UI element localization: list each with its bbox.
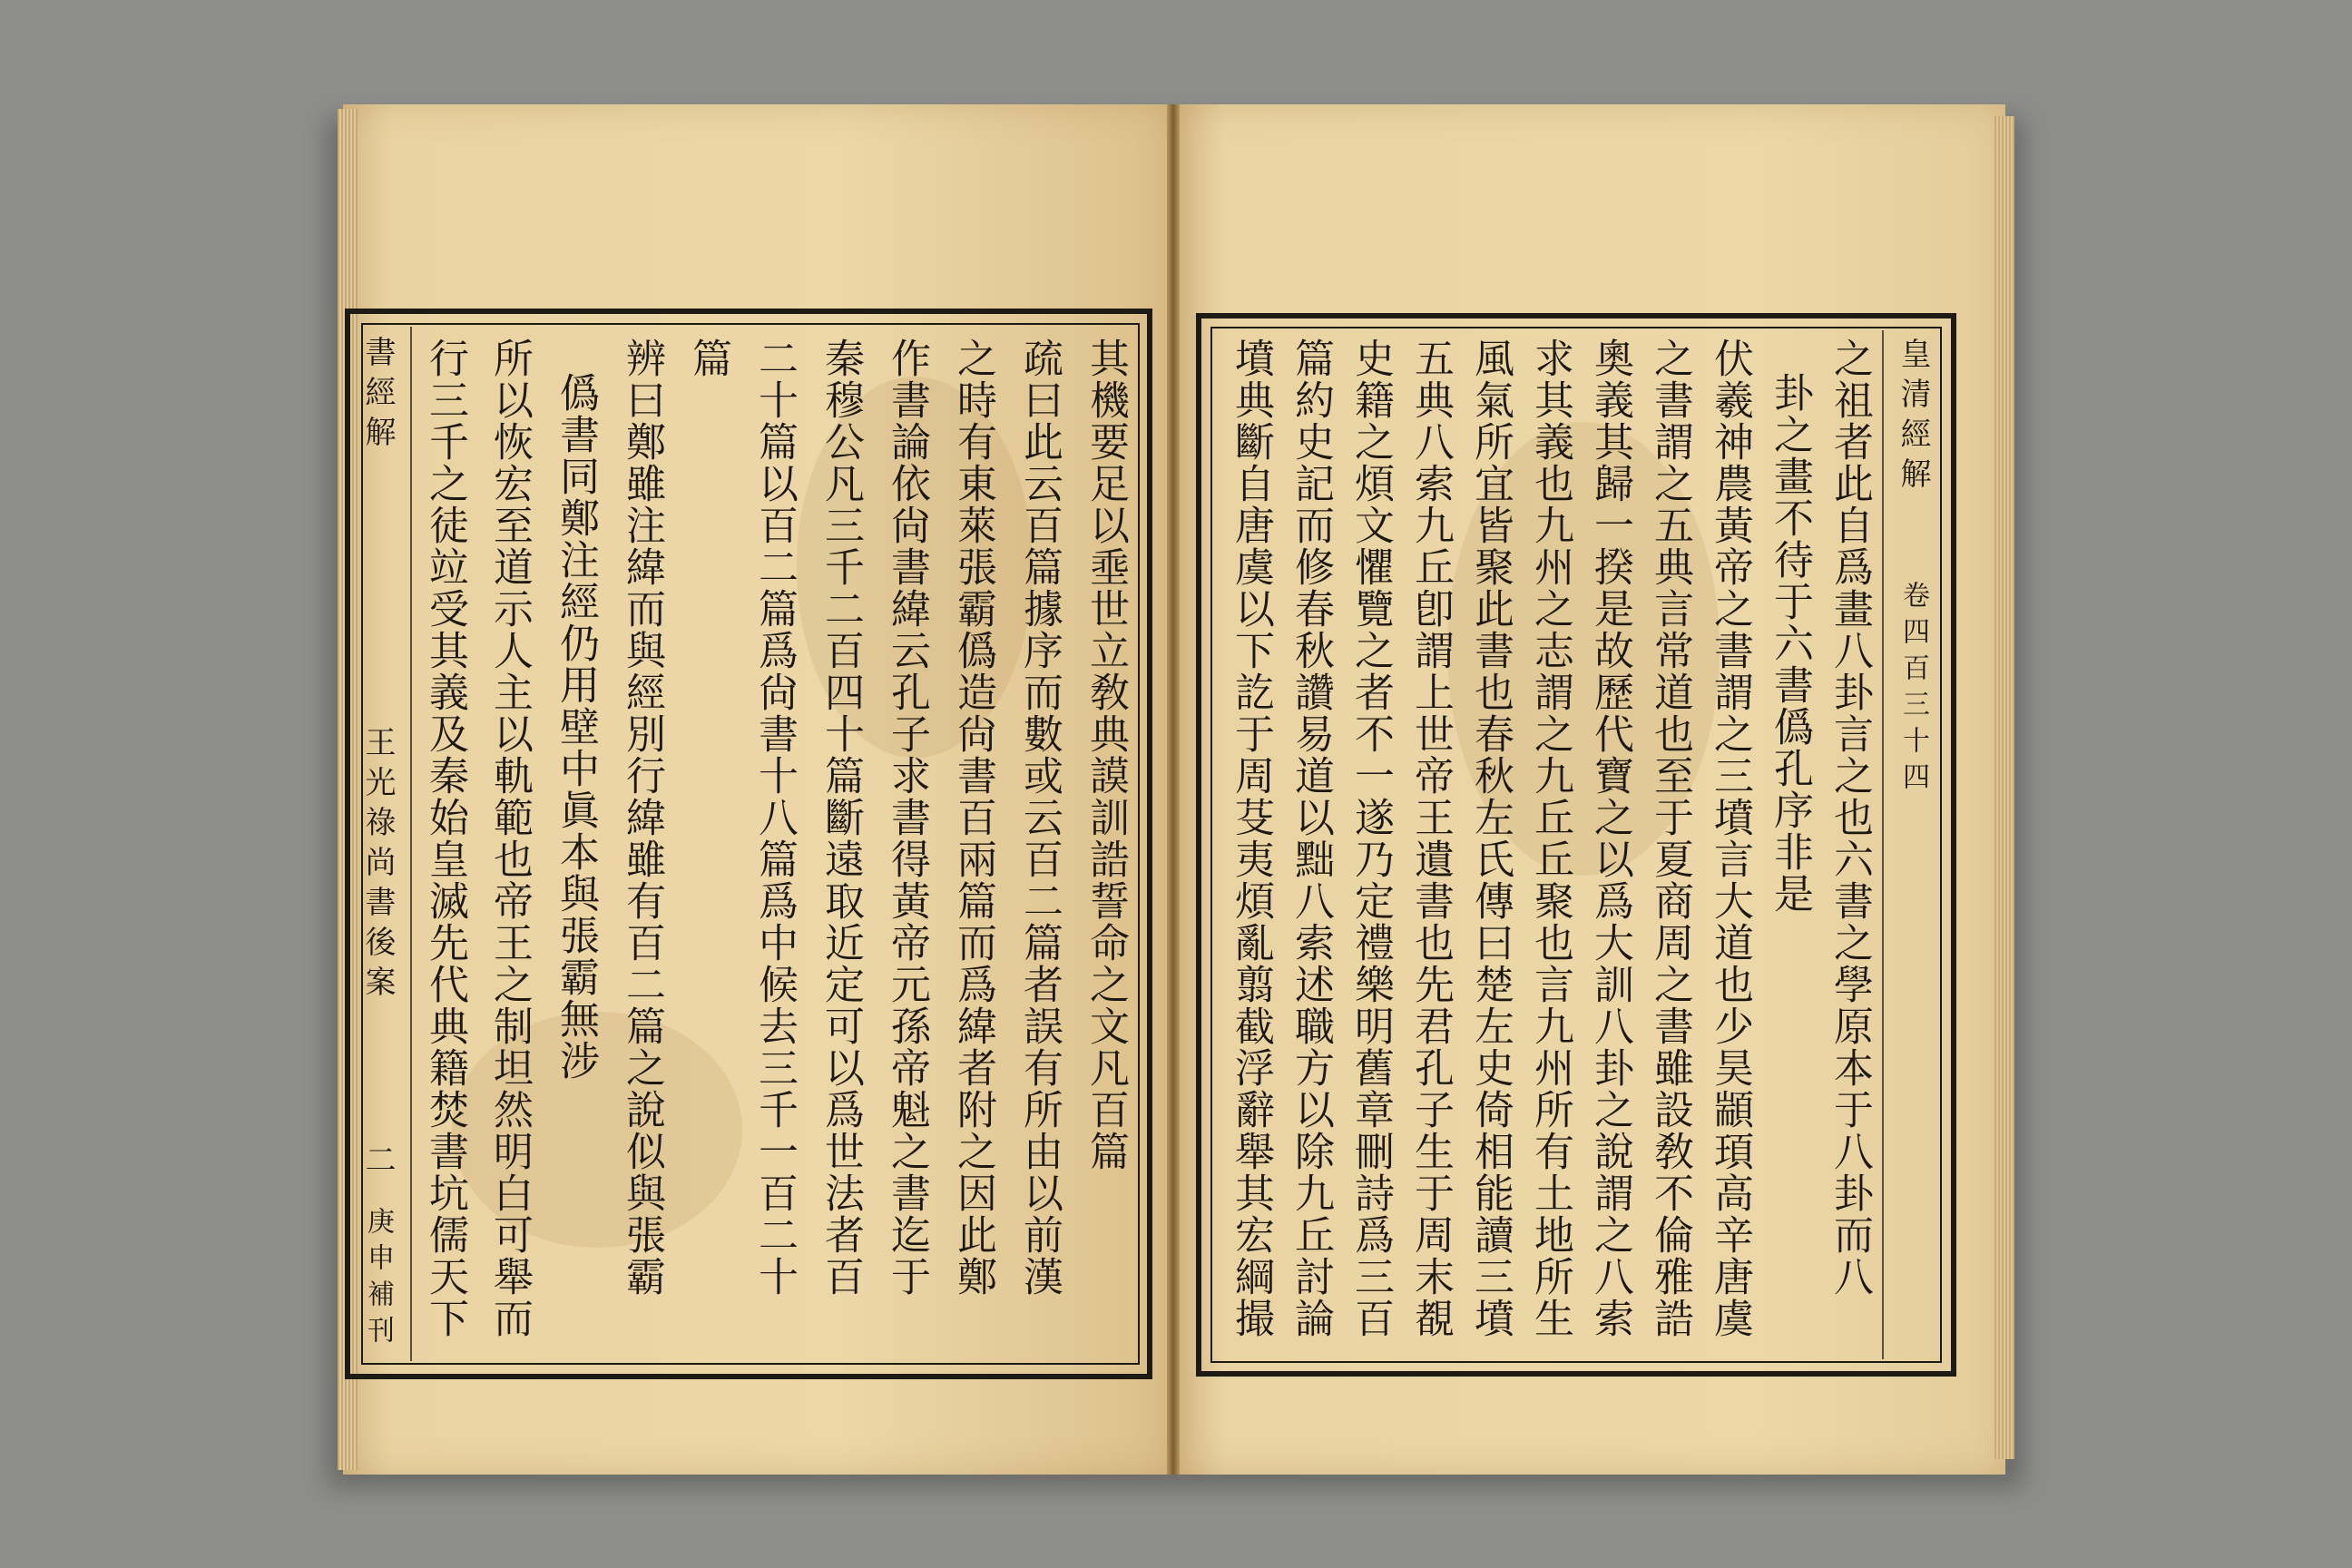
text-column: 之祖者此自爲畫八卦言之也六書之學原本于八卦而八 [1827,338,1873,1298]
text-column: 其機要足以埀世立敎典謨訓誥誓命之文凡百篇 [1083,338,1129,1172]
text-column: 行三千之徒竝受其義及秦始皇滅先代典籍焚書坑儒天下 [422,338,468,1339]
text-column: 五典八索九丘卽謂上世帝王遺書也先君孔子生于周末覩 [1407,338,1454,1339]
text-column: 墳典斷自唐虞以下訖于周芟夷煩亂翦截浮辭舉其宏綱撮 [1228,338,1274,1339]
text-column: 卦之畫不待于六書僞孔序非是 [1767,372,1813,915]
column-rule [410,327,412,1361]
text-column: 篇 [685,338,731,379]
text-column: 伏羲神農黃帝之書謂之三墳言大道也少昊顓頊高辛唐虞 [1707,338,1753,1339]
text-column: 之時有東萊張霸僞造尙書百兩篇而爲緯者附之因此鄭 [950,338,996,1298]
text-column: 辨曰鄭雖注緯而與經別行緯雖有百二篇之說似與張霸 [619,338,665,1298]
text-column: 僞書同鄭注經仍用壁中眞本與張霸無涉 [553,372,599,1082]
left-margin-note: 庚申補刊 [362,1207,394,1352]
left-margin-title: 書經解 [359,336,396,456]
left-margin-label: 王光祿尚書後案 [359,726,396,1005]
text-column: 作書論依尙書緯云孔子求書得黃帝元孫帝魁之書迄于 [884,338,930,1298]
right-margin-title: 皇清經解 [1895,338,1931,497]
text-column: 史籍之煩文懼覽之者不一遂乃定禮樂明舊章刪詩爲三百 [1348,338,1394,1339]
text-column: 所以恢宏至道示人主以軌範也帝王之制坦然明白可舉而 [486,338,533,1339]
text-column: 求其義也九州之志謂之九丘丘聚也言九州所有土地所生 [1527,338,1573,1339]
column-rule [1882,330,1884,1359]
text-column: 二十篇以百二篇爲尙書十八篇爲中候去三千一百二十 [751,338,798,1298]
right-page-edges [1993,116,2014,1459]
text-column: 秦穆公凡三千二百四十篇斷遠取近定可以爲世法者百 [818,338,864,1298]
text-column: 奧義其歸一揆是故歷代寶之以爲大訓八卦之說謂之八索 [1587,338,1633,1339]
text-column: 風氣所宜皆聚此書也春秋左氏傳曰楚左史倚相能讀三墳 [1467,338,1514,1339]
text-column: 篇約史記而修春秋讚易道以黜八索述職方以除九丘討論 [1288,338,1334,1339]
left-margin-folio: 二 [359,1143,396,1183]
text-column: 之書謂之五典言常道也至于夏商周之書雖設敎不倫雅誥 [1647,338,1693,1339]
right-margin-label: 卷四百三十四 [1897,581,1929,799]
book-gutter [1167,104,1180,1475]
text-column: 疏曰此云百篇據序而數或云百二篇者誤有所由以前漢 [1016,338,1063,1298]
